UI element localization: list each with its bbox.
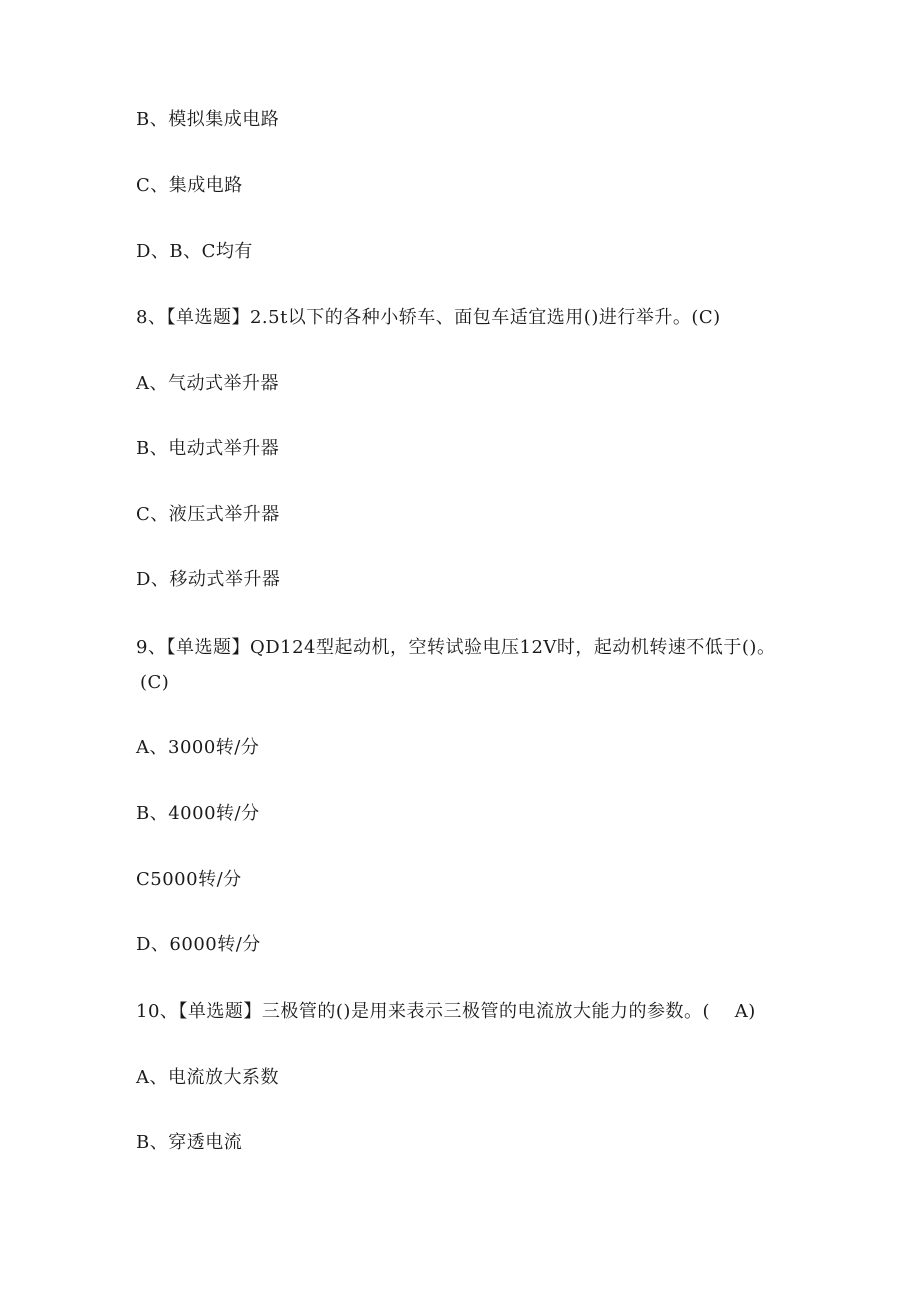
option-c-q7: C、集成电路 — [136, 175, 243, 196]
option-a-q10: A、电流放大系数 — [136, 1067, 279, 1088]
option-d-q7: D、B、C均有 — [136, 241, 253, 262]
question-8: 8、【单选题】2.5t以下的各种小轿车、面包车适宜选用()进行举升。(C) — [136, 307, 721, 328]
question-10: 10、【单选题】三极管的()是用来表示三极管的电流放大能力的参数。( A) — [136, 1001, 756, 1022]
option-a-q8: A、气动式举升器 — [136, 373, 279, 394]
option-b-q8: B、电动式举升器 — [136, 438, 280, 459]
question-9: 9、【单选题】QD124型起动机，空转试验电压12V时，起动机转速不低于()。 — [136, 637, 776, 658]
option-d-q8: D、移动式举升器 — [136, 569, 281, 590]
option-c-q9: C5000转/分 — [136, 869, 242, 890]
option-a-q9: A、3000转/分 — [136, 737, 260, 758]
answer-q9: (C) — [140, 672, 170, 693]
option-b-q10: B、穿透电流 — [136, 1132, 243, 1153]
option-b-q7: B、模拟集成电路 — [136, 109, 280, 130]
option-d-q9: D、6000转/分 — [136, 934, 261, 955]
option-c-q8: C、液压式举升器 — [136, 504, 280, 525]
option-b-q9: B、4000转/分 — [136, 803, 260, 824]
